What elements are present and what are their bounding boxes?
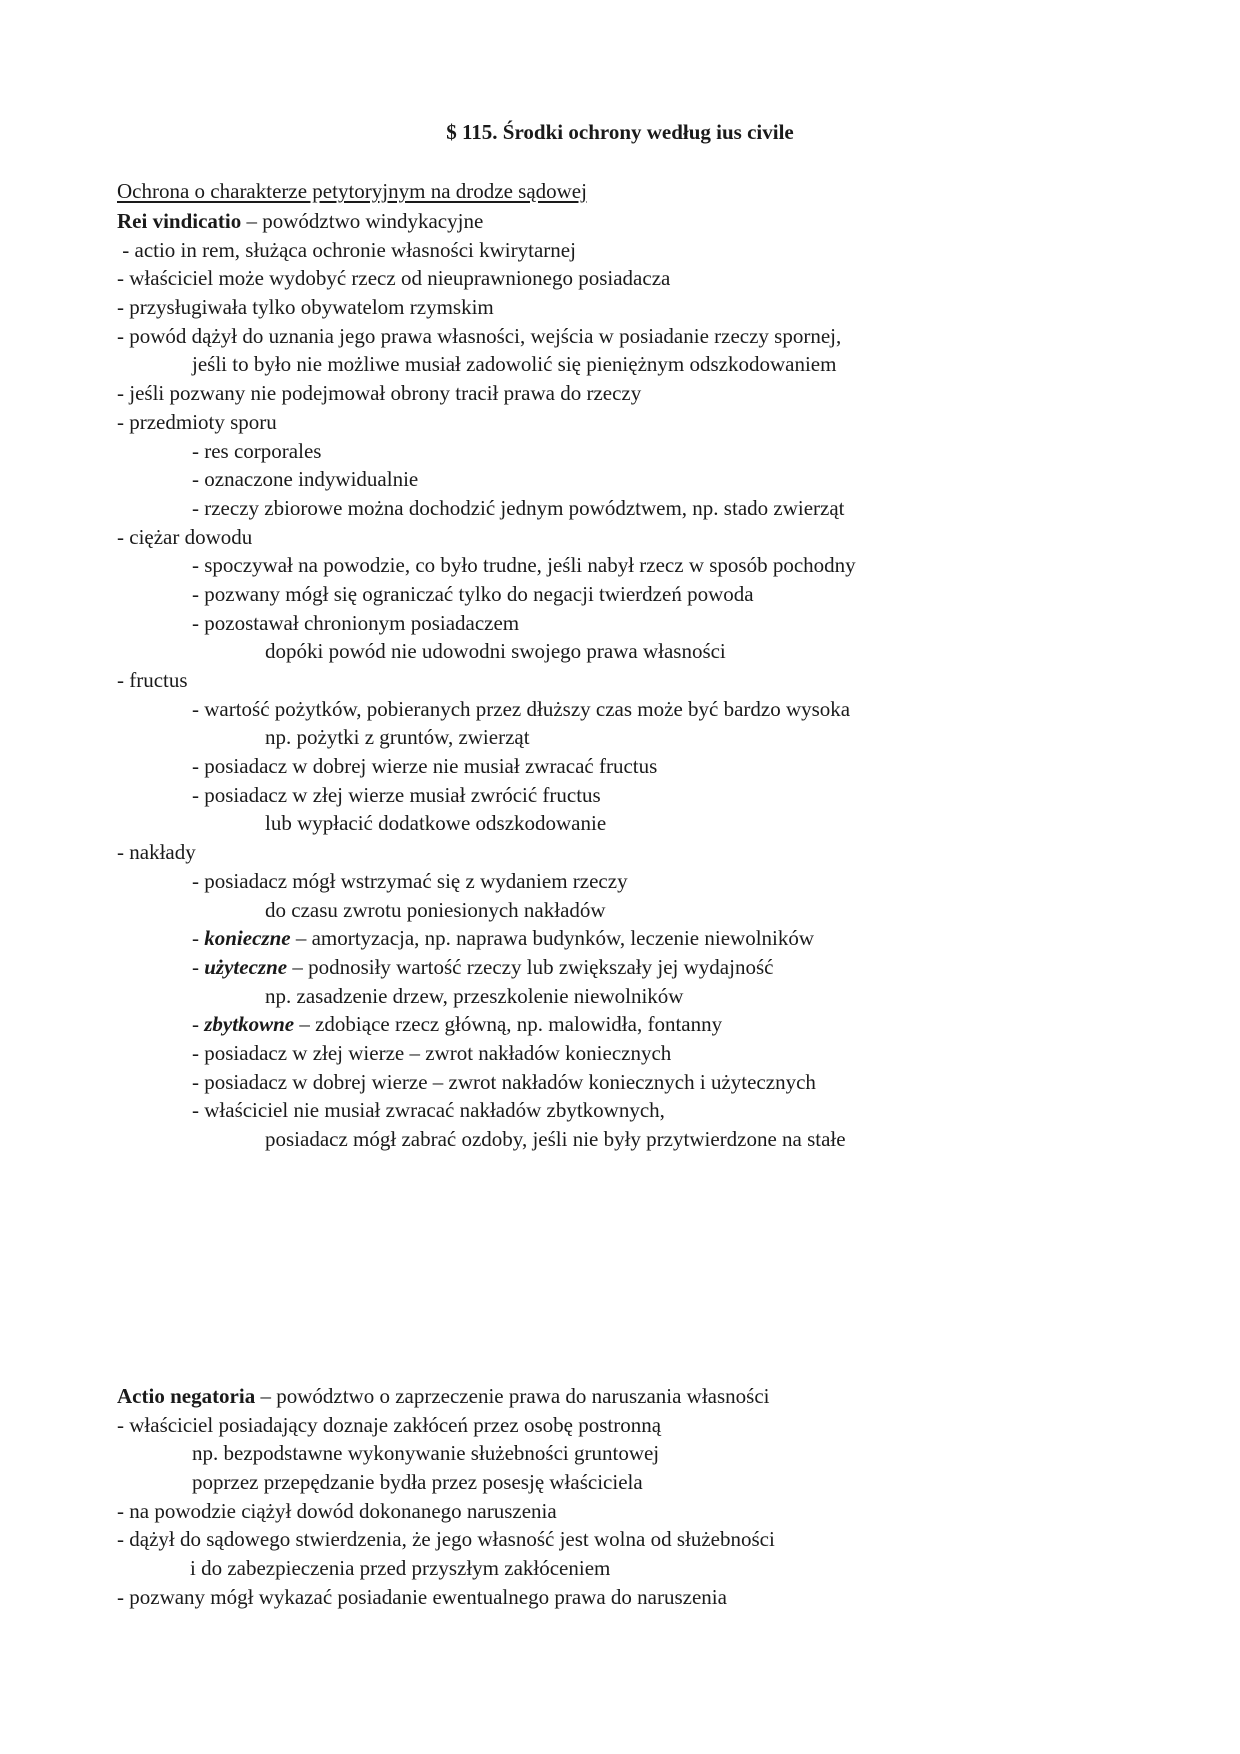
- list-item: - actio in rem, służąca ochronie własności kwirytarnej: [117, 237, 576, 262]
- sub-list-continuation: np. zasadzenie drzew, przeszkolenie niewolników: [265, 983, 684, 1008]
- sub-list-item: - posiadacz w złej wierze – zwrot nakładów koniecznych: [192, 1040, 672, 1065]
- sub-list-continuation: posiadacz mógł zabrać ozdoby, jeśli nie były przytwierdzone na stałe: [265, 1127, 846, 1151]
- section-heading: [117, 1382, 1180, 1411]
- dash: -: [192, 926, 205, 951]
- sub-list-continuation: lub wypłacić dodatkowe odszkodowanie: [265, 811, 607, 836]
- list-item: - fructus: [117, 668, 188, 692]
- list-item: - właściciel może wydobyć rzecz od nieuprawnionego posiadacza: [117, 266, 671, 291]
- list-item: - przysługiwała tylko obywatelom rzymskim: [117, 295, 494, 320]
- heading-rest: – powództwo o zaprzeczenie prawa do naruszania własności: [255, 1384, 770, 1408]
- section-heading: [117, 207, 1180, 236]
- sub-list-item: - wartość pożytków, pobieranych przez dłuższy czas może być bardzo wysoka: [192, 696, 851, 721]
- sub-list-item: - właściciel nie musiał zwracać nakładów zbytkownych,: [192, 1098, 665, 1123]
- sub-list-item: - posiadacz mógł wstrzymać się z wydaniem rzeczy: [192, 868, 628, 893]
- list-item: - na powodzie ciążył dowód dokonanego naruszenia: [117, 1498, 557, 1523]
- list-item: - przedmioty sporu: [117, 409, 277, 434]
- sub-list-item: - posiadacz w dobrej wierze nie musiał zwracać fructus: [192, 754, 658, 779]
- sub-list-item: - posiadacz w złej wierze musiał zwrócić fructus: [192, 782, 601, 807]
- section-rei-vindicatio: [117, 207, 1180, 1154]
- page-title: $ 115. Środki ochrony według ius civile: [446, 120, 794, 144]
- sub-list-continuation: do czasu zwrotu poniesionych nakładów: [265, 897, 606, 922]
- definition: – podnosiły wartość rzeczy lub zwiększały jej wydajność: [287, 954, 774, 979]
- term-zbytkowne: zbytkowne: [204, 1012, 295, 1037]
- sub-list-continuation: dopóki powód nie udowodni swojego prawa własności: [265, 639, 726, 664]
- sub-list-item: - pozwany mógł się ograniczać tylko do negacji twierdzeń powoda: [192, 581, 754, 606]
- list-item-continuation: poprzez przepędzanie bydła przez posesję właściciela: [192, 1470, 643, 1495]
- sub-list-item: - posiadacz w dobrej wierze – zwrot nakładów koniecznych i użytecznych: [192, 1069, 816, 1094]
- sub-list-continuation: np. pożytki z gruntów, zwierząt: [265, 725, 530, 750]
- list-item-continuation: np. bezpodstawne wykonywanie służebności gruntowej: [192, 1441, 660, 1466]
- list-item: - właściciel posiadający doznaje zakłóceń przez osobę postronną: [117, 1412, 662, 1437]
- list-item: - dążył do sądowego stwierdzenia, że jego własność jest wolna od służebności: [117, 1527, 775, 1552]
- sub-list-item: - oznaczone indywidualnie: [192, 467, 419, 492]
- term-uzyteczne: użyteczne: [204, 954, 288, 979]
- heading-rest: – powództwo windykacyjne: [241, 209, 484, 233]
- list-item: - ciężar dowodu: [117, 524, 253, 549]
- heading-term: Rei vindicatio: [117, 209, 242, 233]
- list-item: - jeśli pozwany nie podejmował obrony tracił prawa do rzeczy: [117, 381, 642, 406]
- heading-term: Actio negatoria: [117, 1384, 256, 1408]
- dash: -: [192, 1012, 205, 1037]
- sub-list-item: - res corporales: [192, 438, 322, 463]
- subheading: Ochrona o charakterze petytoryjnym na drodze sądowej: [117, 179, 587, 203]
- definition: – amortyzacja, np. naprawa budynków, leczenie niewolników: [290, 926, 815, 951]
- list-item: - powód dążył do uznania jego prawa własności, wejścia w posiadanie rzeczy spornej,: [117, 323, 842, 348]
- term-konieczne: konieczne: [204, 926, 291, 951]
- list-item: - pozwany mógł wykazać posiadanie ewentualnego prawa do naruszenia: [117, 1584, 727, 1609]
- sub-list-item: - rzeczy zbiorowe można dochodzić jednym powództwem, np. stado zwierząt: [192, 495, 845, 520]
- list-item: - nakłady: [117, 840, 196, 865]
- sub-list-item-uzyteczne: [117, 953, 1180, 982]
- list-item-continuation: jeśli to było nie możliwe musiał zadowolić się pieniężnym odszkodowaniem: [192, 352, 837, 377]
- sub-list-item: - pozostawał chronionym posiadaczem: [192, 610, 520, 635]
- definition: – zdobiące rzecz główną, np. malowidła, fontanny: [294, 1012, 723, 1037]
- sub-list-item-zbytkowne: [117, 1010, 1180, 1039]
- list-item-continuation: i do zabezpieczenia przed przyszłym zakłóceniem: [190, 1556, 611, 1581]
- sub-list-item-konieczne: [117, 924, 1180, 953]
- dash: -: [192, 954, 205, 979]
- section-actio-negatoria: [117, 1382, 1180, 1612]
- sub-list-item: - spoczywał na powodzie, co było trudne, jeśli nabył rzecz w sposób pochodny: [192, 553, 856, 578]
